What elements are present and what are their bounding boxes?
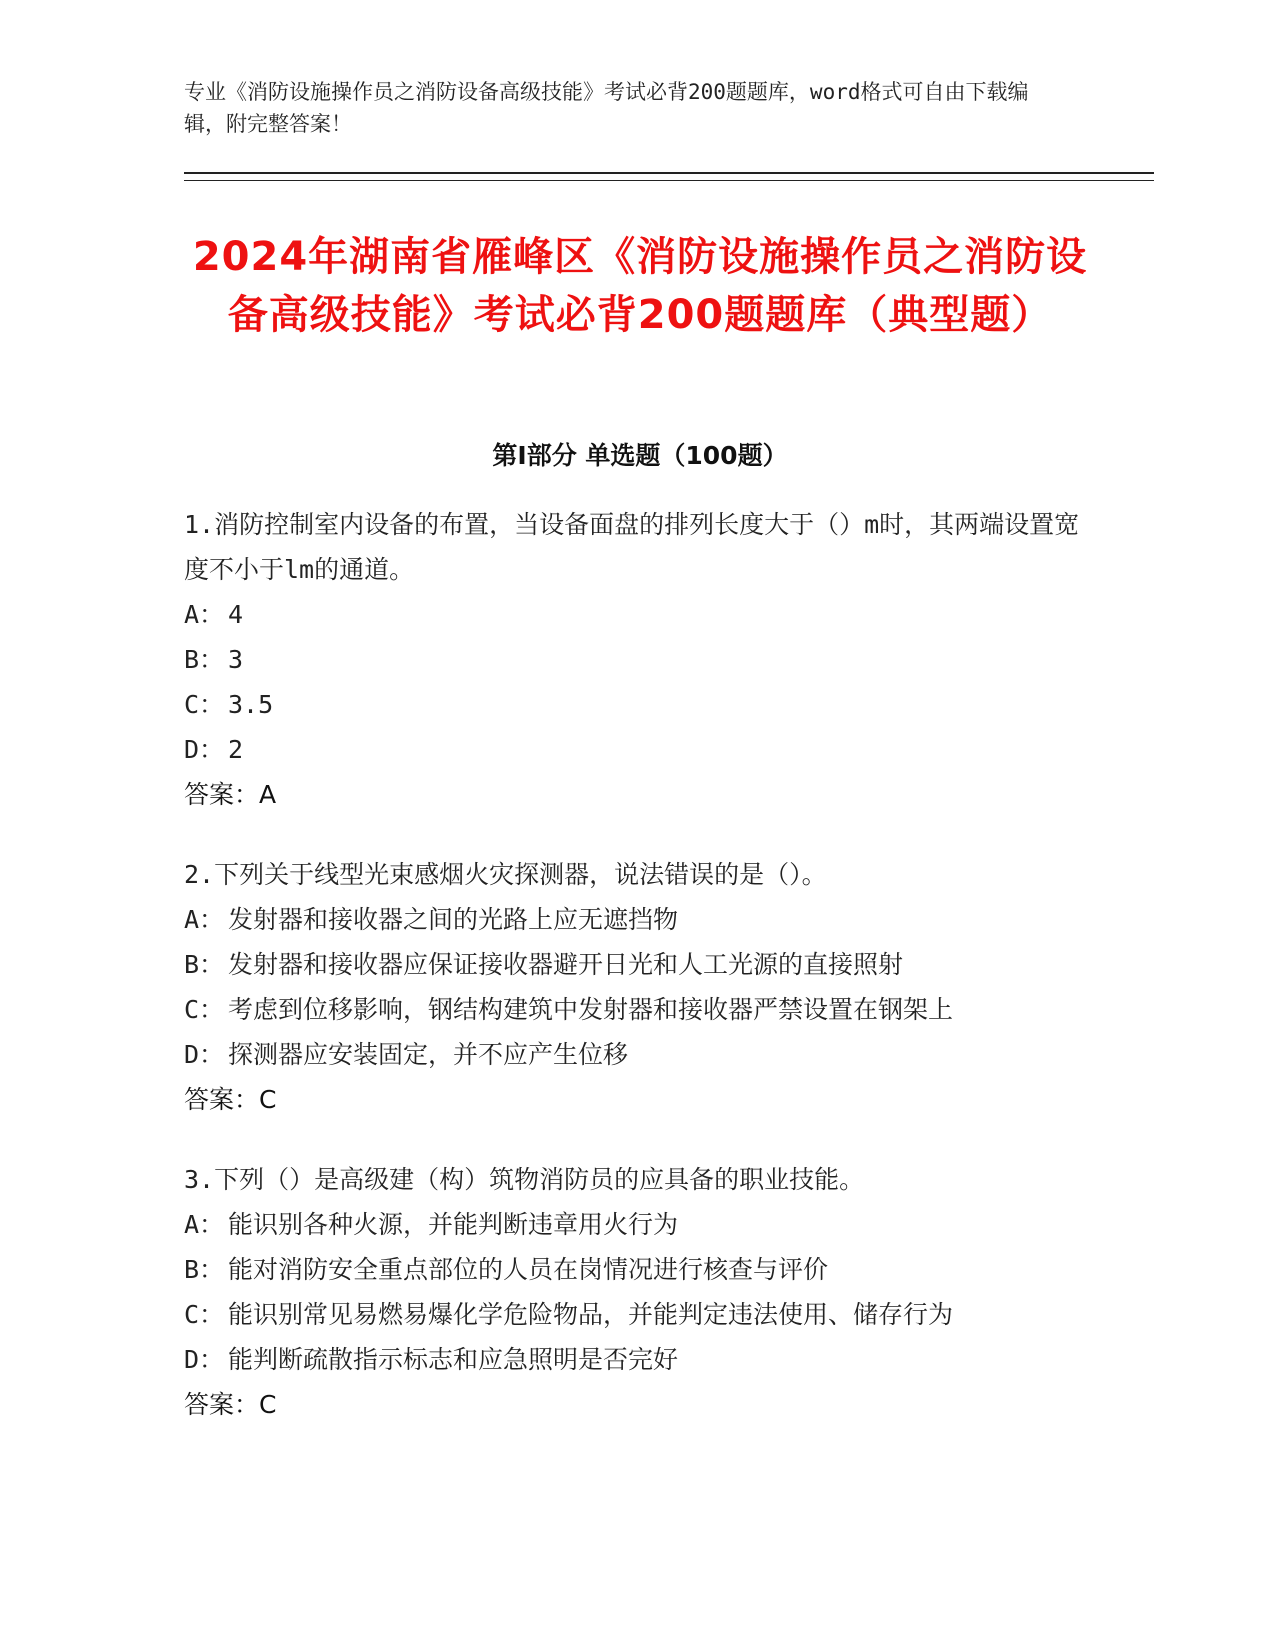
option-letter: B： xyxy=(184,645,225,674)
question-stem: 3.下列（）是高级建（构）筑物消防员的应具备的职业技能。 xyxy=(184,1165,865,1194)
option-c xyxy=(184,1292,1084,1337)
option-b xyxy=(184,1247,1084,1292)
option-c xyxy=(184,682,1084,727)
option-text: 能识别各种火源，并能判断违章用火行为 xyxy=(228,1210,679,1239)
option-d xyxy=(184,727,1084,772)
option-letter: B： xyxy=(184,1255,225,1284)
question-3 xyxy=(184,1157,1084,1427)
header-divider-thick xyxy=(184,172,1154,174)
option-a xyxy=(184,592,1084,637)
option-c xyxy=(184,987,1084,1032)
option-letter: A： xyxy=(184,905,225,934)
option-b xyxy=(184,637,1084,682)
option-text: 发射器和接收器之间的光路上应无遮挡物 xyxy=(228,905,679,934)
option-text: 2 xyxy=(228,735,244,764)
document-title: 2024年湖南省雁峰区《消防设施操作员之消防设备高级技能》考试必背200题题库（典型题） xyxy=(192,234,1088,338)
question-stem: 2.下列关于线型光束感烟火灾探测器，说法错误的是（）。 xyxy=(184,860,827,889)
option-text: 3.5 xyxy=(228,690,274,719)
option-text: 能识别常见易燃易爆化学危险物品，并能判定违法使用、储存行为 xyxy=(228,1300,954,1329)
option-text: 3 xyxy=(228,645,244,674)
option-letter: D： xyxy=(184,735,225,764)
option-a xyxy=(184,897,1084,942)
option-letter: A： xyxy=(184,600,225,629)
answer-line: 答案：C xyxy=(184,1390,277,1419)
header-note: 专业《消防设施操作员之消防设备高级技能》考试必背200题题库，word格式可自由下载编辑，附完整答案！ xyxy=(184,80,1029,136)
option-b xyxy=(184,942,1084,987)
question-2 xyxy=(184,852,1084,1122)
question-1 xyxy=(184,502,1084,817)
answer-line: 答案：C xyxy=(184,1085,277,1114)
option-letter: B： xyxy=(184,950,225,979)
header-divider-thin xyxy=(184,180,1154,181)
question-stem: 1.消防控制室内设备的布置，当设备面盘的排列长度大于（）m时，其两端设置宽度不小于lm的通道。 xyxy=(184,510,1080,584)
option-a xyxy=(184,1202,1084,1247)
option-letter: C： xyxy=(184,1300,225,1329)
option-text: 探测器应安装固定，并不应产生位移 xyxy=(228,1040,629,1069)
option-letter: C： xyxy=(184,995,225,1024)
option-text: 能判断疏散指示标志和应急照明是否完好 xyxy=(228,1345,679,1374)
option-letter: C： xyxy=(184,690,225,719)
option-d xyxy=(184,1032,1084,1077)
option-letter: D： xyxy=(184,1040,225,1069)
option-text: 能对消防安全重点部位的人员在岗情况进行核查与评价 xyxy=(228,1255,829,1284)
option-letter: D： xyxy=(184,1345,225,1374)
option-text: 发射器和接收器应保证接收器避开日光和人工光源的直接照射 xyxy=(228,950,904,979)
option-letter: A： xyxy=(184,1210,225,1239)
option-text: 4 xyxy=(228,600,244,629)
option-text: 考虑到位移影响，钢结构建筑中发射器和接收器严禁设置在钢架上 xyxy=(228,995,954,1024)
section-heading: 第I部分 单选题（100题） xyxy=(492,441,788,470)
answer-line: 答案：A xyxy=(184,780,277,809)
option-d xyxy=(184,1337,1084,1382)
